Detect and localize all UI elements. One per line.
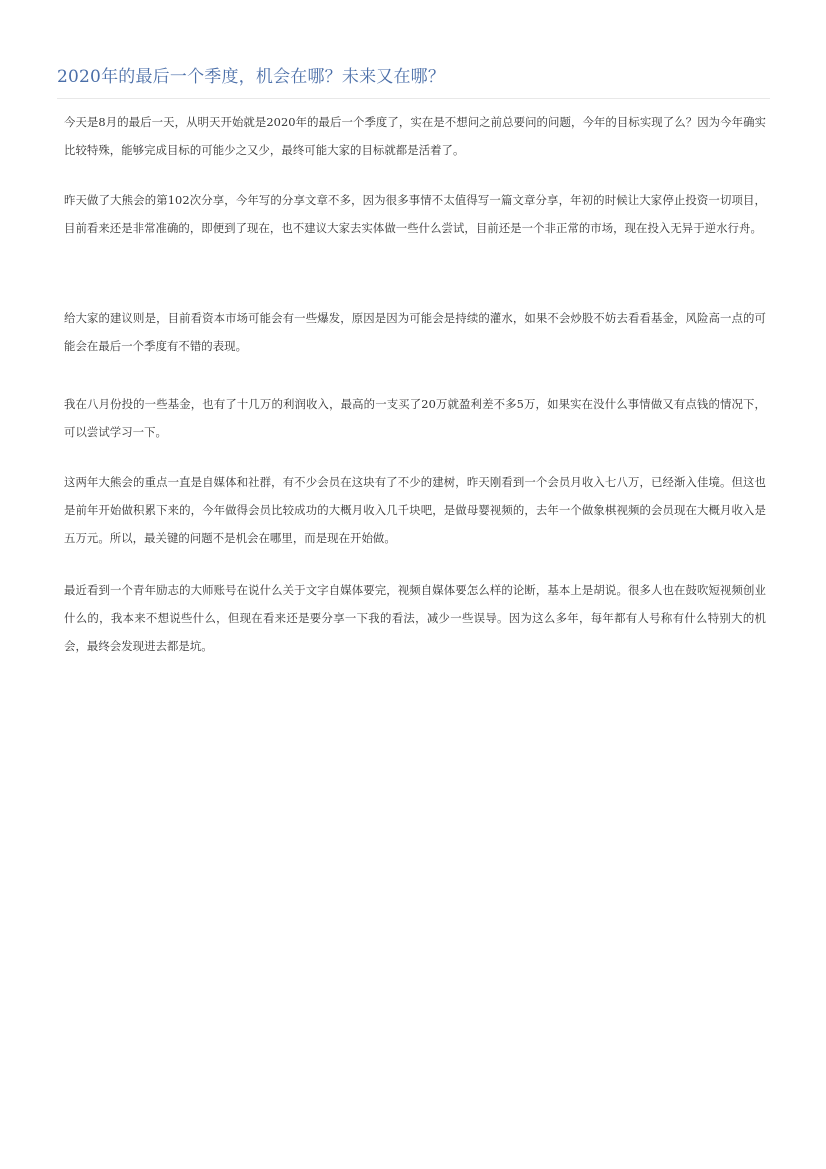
paragraph-4: 我在八月份投的一些基金，也有了十几万的利润收入，最高的一支买了20万就盈利差不多5万，如果实在没什么事情做又有点钱的情况下，可以尝试学习一下。	[64, 397, 766, 439]
paragraph-1: 今天是8月的最后一天，从明天开始就是2020年的最后一个季度了，实在是不想问之前总要问的问题，今年的目标实现了么？因为今年确实比较特殊，能够完成目标的可能少之又少，最终可能大家的目标就都是活着了。	[64, 115, 766, 157]
paragraph-2: 昨天做了大熊会的第102次分享，今年写的分享文章不多，因为很多事情不太值得写一篇文章分享，年初的时候让大家停止投资一切项目，目前看来还是非常准确的，即便到了现在，也不建议大家去实体做一些什么尝试，目前还是一个非正常的市场，现在投入无异于逆水行舟。	[64, 193, 766, 235]
title-divider	[57, 98, 770, 99]
paragraph-5: 这两年大熊会的重点一直是自媒体和社群，有不少会员在这块有了不少的建树，昨天刚看到一个会员月收入七八万，已经渐入佳境。但这也是前年开始做积累下来的，今年做得会员比较成功的大概月收入几千块吧，是做母婴视频的，去年一个做象棋视频的会员现在大概月收入是五万元。所以，最关键的问题不是机会在哪里，而是现在开始做。	[64, 475, 766, 545]
paragraph-3: 给大家的建议则是，目前看资本市场可能会有一些爆发，原因是因为可能会是持续的灌水，如果不会炒股不妨去看看基金，风险高一点的可能会在最后一个季度有不错的表现。	[64, 311, 766, 353]
article-title: 2020年的最后一个季度，机会在哪？未来又在哪？	[57, 67, 446, 87]
paragraph-6: 最近看到一个青年励志的大师账号在说什么关于文字自媒体要完，视频自媒体要怎么样的论断，基本上是胡说。很多人也在鼓吹短视频创业什么的，我本来不想说些什么，但现在看来还是要分享一下我的看法，减少一些误导。因为这么多年，每年都有人号称有什么特别大的机会，最终会发现进去都是坑。	[64, 583, 766, 653]
